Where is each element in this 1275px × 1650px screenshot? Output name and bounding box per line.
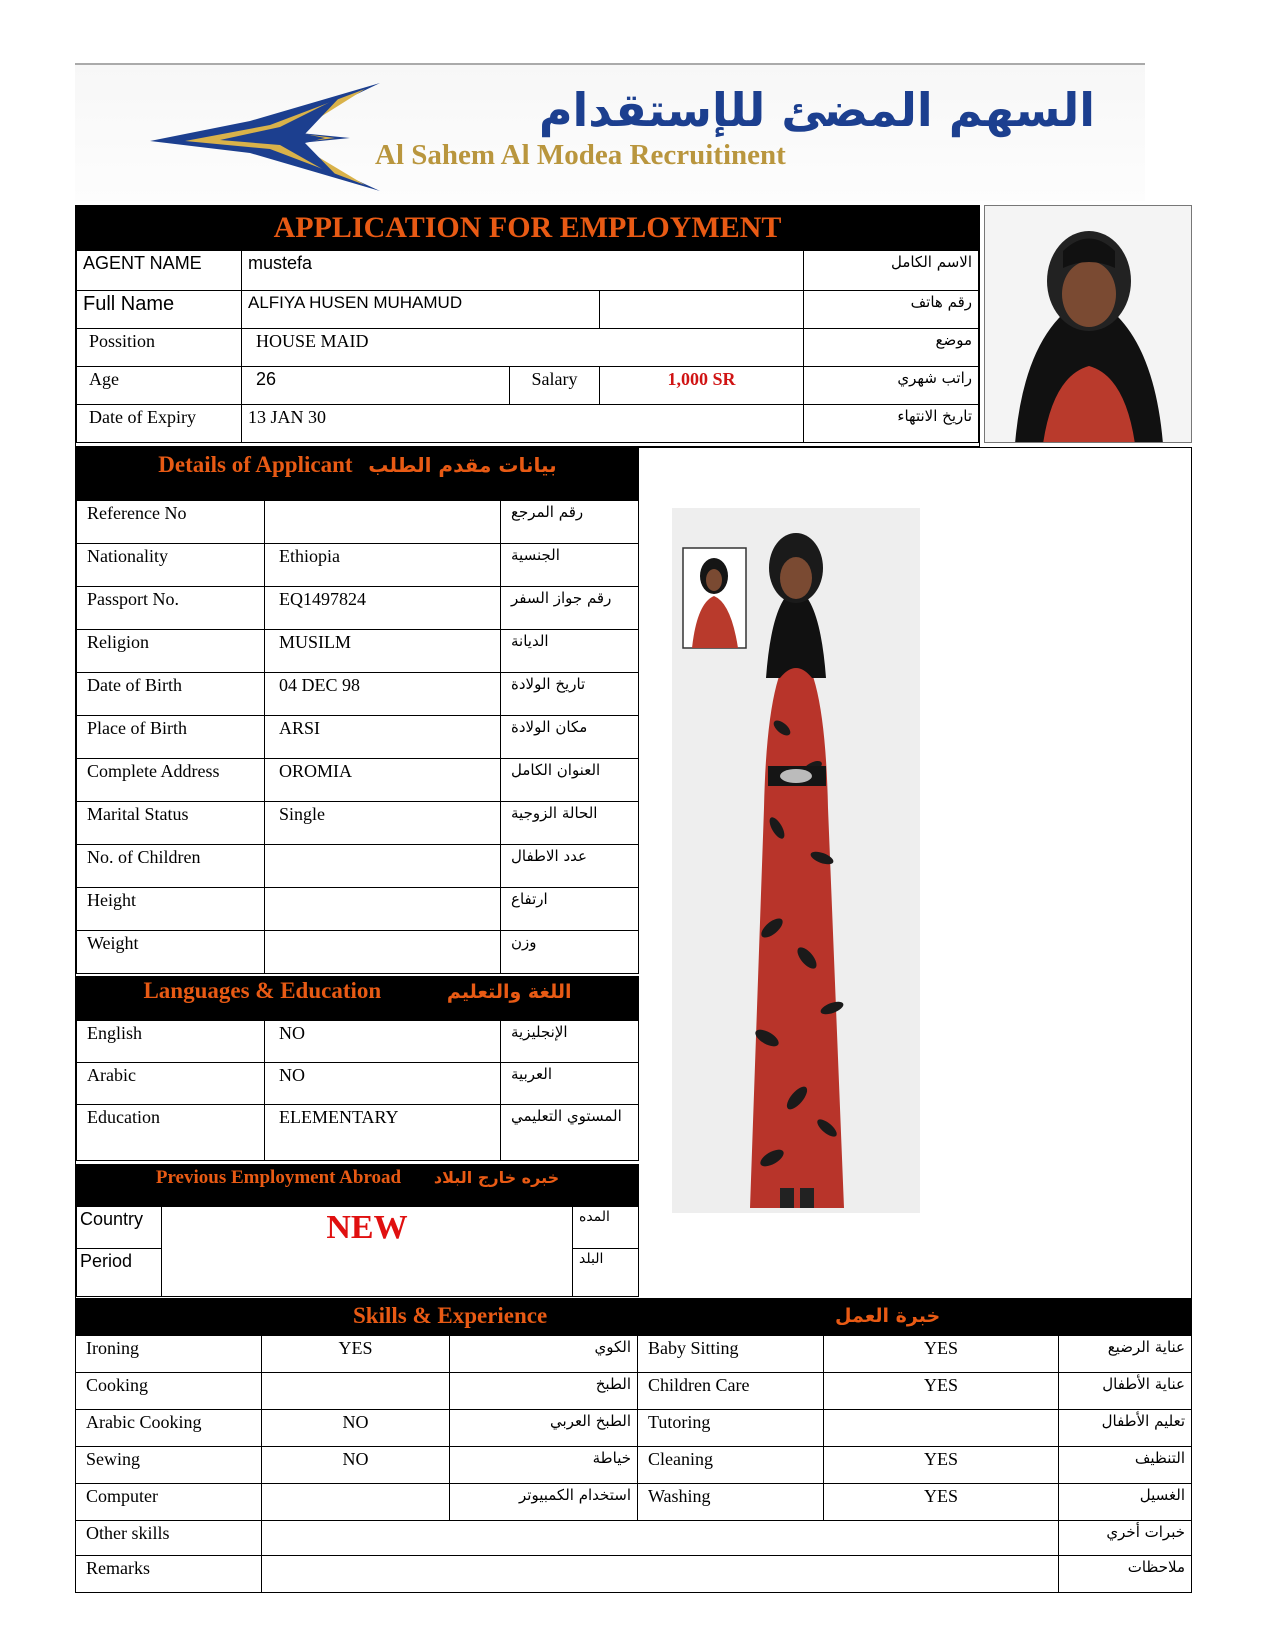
details-row xyxy=(77,673,639,716)
detail-value: OROMIA xyxy=(265,759,501,802)
details-row xyxy=(77,931,639,974)
agent-label: AGENT NAME xyxy=(77,251,242,291)
detail-value: ARSI xyxy=(265,716,501,759)
previous-title-en: Previous Employment Abroad xyxy=(155,1167,402,1188)
agent-arabic-label: الاسم الكامل xyxy=(804,251,979,291)
skill-value xyxy=(262,1373,450,1410)
skill-arabic-label: خياطة xyxy=(450,1447,638,1484)
detail-label: Nationality xyxy=(77,544,265,587)
detail-label: Passport No. xyxy=(77,587,265,630)
language-row xyxy=(77,1021,639,1063)
previous-title-ar: خبره خارج البلاد xyxy=(433,1168,560,1187)
detail-label: Reference No xyxy=(77,501,265,544)
skill-arabic-label: التنظيف xyxy=(1059,1447,1192,1484)
skill-arabic-label: الطبخ العربي xyxy=(450,1410,638,1447)
position-value: HOUSE MAID xyxy=(242,329,804,367)
skill-row xyxy=(76,1484,1192,1521)
detail-arabic-label: الديانة xyxy=(501,630,639,673)
details-row xyxy=(77,845,639,888)
skill-row xyxy=(76,1410,1192,1447)
skill-label: Cleaning xyxy=(638,1447,824,1484)
languages-header xyxy=(76,976,639,1020)
detail-value xyxy=(265,888,501,931)
details-row xyxy=(77,587,639,630)
skill-row xyxy=(76,1447,1192,1484)
language-label: Arabic xyxy=(77,1063,265,1105)
remarks-arabic-label: ملاحظات xyxy=(1059,1556,1192,1593)
language-row xyxy=(77,1063,639,1105)
details-title-ar: بيانات مقدم الطلب xyxy=(368,453,557,477)
salary-label: Salary xyxy=(510,367,600,405)
other-skills-row xyxy=(76,1521,1192,1556)
logo-english-text: Al Sahem Al Modea Recruitinent xyxy=(375,139,786,171)
agent-value: mustefa xyxy=(242,251,804,291)
language-label: English xyxy=(77,1021,265,1063)
fullname-blank xyxy=(600,291,804,329)
skill-label: Baby Sitting xyxy=(638,1336,824,1373)
skill-value xyxy=(824,1410,1059,1447)
skill-value: NO xyxy=(262,1447,450,1484)
skill-label: Cooking xyxy=(76,1373,262,1410)
other-skills-label: Other skills xyxy=(76,1521,262,1556)
expiry-label: Date of Expiry xyxy=(77,405,242,443)
detail-arabic-label: رقم المرجع xyxy=(501,501,639,544)
language-arabic-label: الإنجليزية xyxy=(501,1021,639,1063)
country-label: Country xyxy=(77,1207,162,1249)
skill-label: Ironing xyxy=(76,1336,262,1373)
detail-value: EQ1497824 xyxy=(265,587,501,630)
period-arabic-label: البلد xyxy=(573,1249,639,1297)
previous-table xyxy=(76,1206,639,1297)
detail-arabic-label: الحالة الزوجية xyxy=(501,802,639,845)
details-container xyxy=(75,447,1192,1299)
detail-arabic-label: مكان الولادة xyxy=(501,716,639,759)
detail-arabic-label: ارتفاع xyxy=(501,888,639,931)
page-title: APPLICATION FOR EMPLOYMENT xyxy=(76,206,979,250)
detail-label: Weight xyxy=(77,931,265,974)
header-section xyxy=(75,205,980,447)
detail-value xyxy=(265,931,501,974)
details-row xyxy=(77,759,639,802)
salary-arabic-label: راتب شهري xyxy=(804,367,979,405)
skills-table xyxy=(75,1335,1192,1593)
full-body-person-icon xyxy=(672,508,920,1213)
skill-arabic-label: تعليم الأطفال xyxy=(1059,1410,1192,1447)
remarks-row xyxy=(76,1556,1192,1593)
position-label: Possition xyxy=(77,329,242,367)
portrait-person-icon xyxy=(985,206,1192,443)
period-label: Period xyxy=(77,1249,162,1297)
skill-value: YES xyxy=(824,1484,1059,1521)
skill-row xyxy=(76,1373,1192,1410)
detail-arabic-label: تاريخ الولادة xyxy=(501,673,639,716)
language-row xyxy=(77,1105,639,1161)
detail-value: Ethiopia xyxy=(265,544,501,587)
fullname-arabic-label: رقم هاتف xyxy=(804,291,979,329)
skill-arabic-label: عناية الرضيع xyxy=(1059,1336,1192,1373)
position-arabic-label: موضع xyxy=(804,329,979,367)
details-row xyxy=(77,888,639,931)
fullname-label: Full Name xyxy=(77,291,242,329)
previous-employment-value: NEW xyxy=(162,1207,573,1297)
language-value: ELEMENTARY xyxy=(265,1105,501,1161)
skill-value: YES xyxy=(262,1336,450,1373)
skills-title-ar: خبرة العمل xyxy=(835,1305,941,1327)
skill-row xyxy=(76,1336,1192,1373)
remarks-label: Remarks xyxy=(76,1556,262,1593)
details-row xyxy=(77,630,639,673)
details-title-en: Details of Applicant xyxy=(158,452,353,477)
detail-arabic-label: الجنسية xyxy=(501,544,639,587)
skill-arabic-label: الغسيل xyxy=(1059,1484,1192,1521)
skill-label: Sewing xyxy=(76,1447,262,1484)
language-label: Education xyxy=(77,1105,265,1161)
detail-label: Date of Birth xyxy=(77,673,265,716)
detail-value xyxy=(265,501,501,544)
languages-title-ar: اللغة والتعليم xyxy=(446,981,572,1003)
skill-label: Tutoring xyxy=(638,1410,824,1447)
skill-arabic-label: استخدام الكمبيوتر xyxy=(450,1484,638,1521)
language-arabic-label: المستوي التعليمي xyxy=(501,1105,639,1161)
skill-label: Arabic Cooking xyxy=(76,1410,262,1447)
company-logo xyxy=(75,63,1145,201)
languages-table xyxy=(76,1020,639,1161)
full-body-photo xyxy=(672,508,920,1213)
language-value: NO xyxy=(265,1021,501,1063)
skill-value: YES xyxy=(824,1447,1059,1484)
arrow-logo-icon xyxy=(150,83,380,193)
language-arabic-label: العربية xyxy=(501,1063,639,1105)
detail-arabic-label: وزن xyxy=(501,931,639,974)
detail-arabic-label: العنوان الكامل xyxy=(501,759,639,802)
skill-value: YES xyxy=(824,1336,1059,1373)
details-header xyxy=(76,448,639,500)
expiry-value: 13 JAN 30 xyxy=(242,405,804,443)
skill-label: Children Care xyxy=(638,1373,824,1410)
skill-arabic-label: الطبخ xyxy=(450,1373,638,1410)
detail-label: No. of Children xyxy=(77,845,265,888)
details-row xyxy=(77,802,639,845)
detail-arabic-label: رقم جواز السفر xyxy=(501,587,639,630)
age-value: 26 xyxy=(242,367,510,405)
skill-label: Computer xyxy=(76,1484,262,1521)
other-skills-arabic-label: خبرات أخري xyxy=(1059,1521,1192,1556)
detail-label: Height xyxy=(77,888,265,931)
language-value: NO xyxy=(265,1063,501,1105)
salary-value: 1,000 SR xyxy=(600,367,804,405)
detail-arabic-label: عدد الاطفال xyxy=(501,845,639,888)
details-table xyxy=(76,500,639,974)
skills-section xyxy=(75,1299,1192,1587)
skill-value: NO xyxy=(262,1410,450,1447)
portrait-photo xyxy=(984,205,1192,443)
details-row xyxy=(77,544,639,587)
skill-value xyxy=(262,1484,450,1521)
other-skills-value xyxy=(262,1521,1059,1556)
detail-value: 04 DEC 98 xyxy=(265,673,501,716)
detail-label: Marital Status xyxy=(77,802,265,845)
detail-label: Place of Birth xyxy=(77,716,265,759)
remarks-value xyxy=(262,1556,1059,1593)
age-label: Age xyxy=(77,367,242,405)
skill-arabic-label: الكوي xyxy=(450,1336,638,1373)
details-row xyxy=(77,501,639,544)
skills-header xyxy=(75,1299,1192,1335)
detail-label: Religion xyxy=(77,630,265,673)
skill-label: Washing xyxy=(638,1484,824,1521)
country-arabic-label: المده xyxy=(573,1207,639,1249)
details-row xyxy=(77,716,639,759)
logo-arabic-text: السهم المضئ للإستقدام xyxy=(538,83,1095,137)
previous-header xyxy=(76,1164,639,1206)
detail-label: Complete Address xyxy=(77,759,265,802)
languages-title-en: Languages & Education xyxy=(143,978,382,1003)
skill-value: YES xyxy=(824,1373,1059,1410)
expiry-arabic-label: تاريخ الانتهاء xyxy=(804,405,979,443)
skills-title-en: Skills & Experience xyxy=(353,1303,548,1328)
detail-value xyxy=(265,845,501,888)
skill-arabic-label: عناية الأطفال xyxy=(1059,1373,1192,1410)
detail-value: MUSILM xyxy=(265,630,501,673)
fullname-value: ALFIYA HUSEN MUHAMUD xyxy=(242,291,600,329)
detail-value: Single xyxy=(265,802,501,845)
